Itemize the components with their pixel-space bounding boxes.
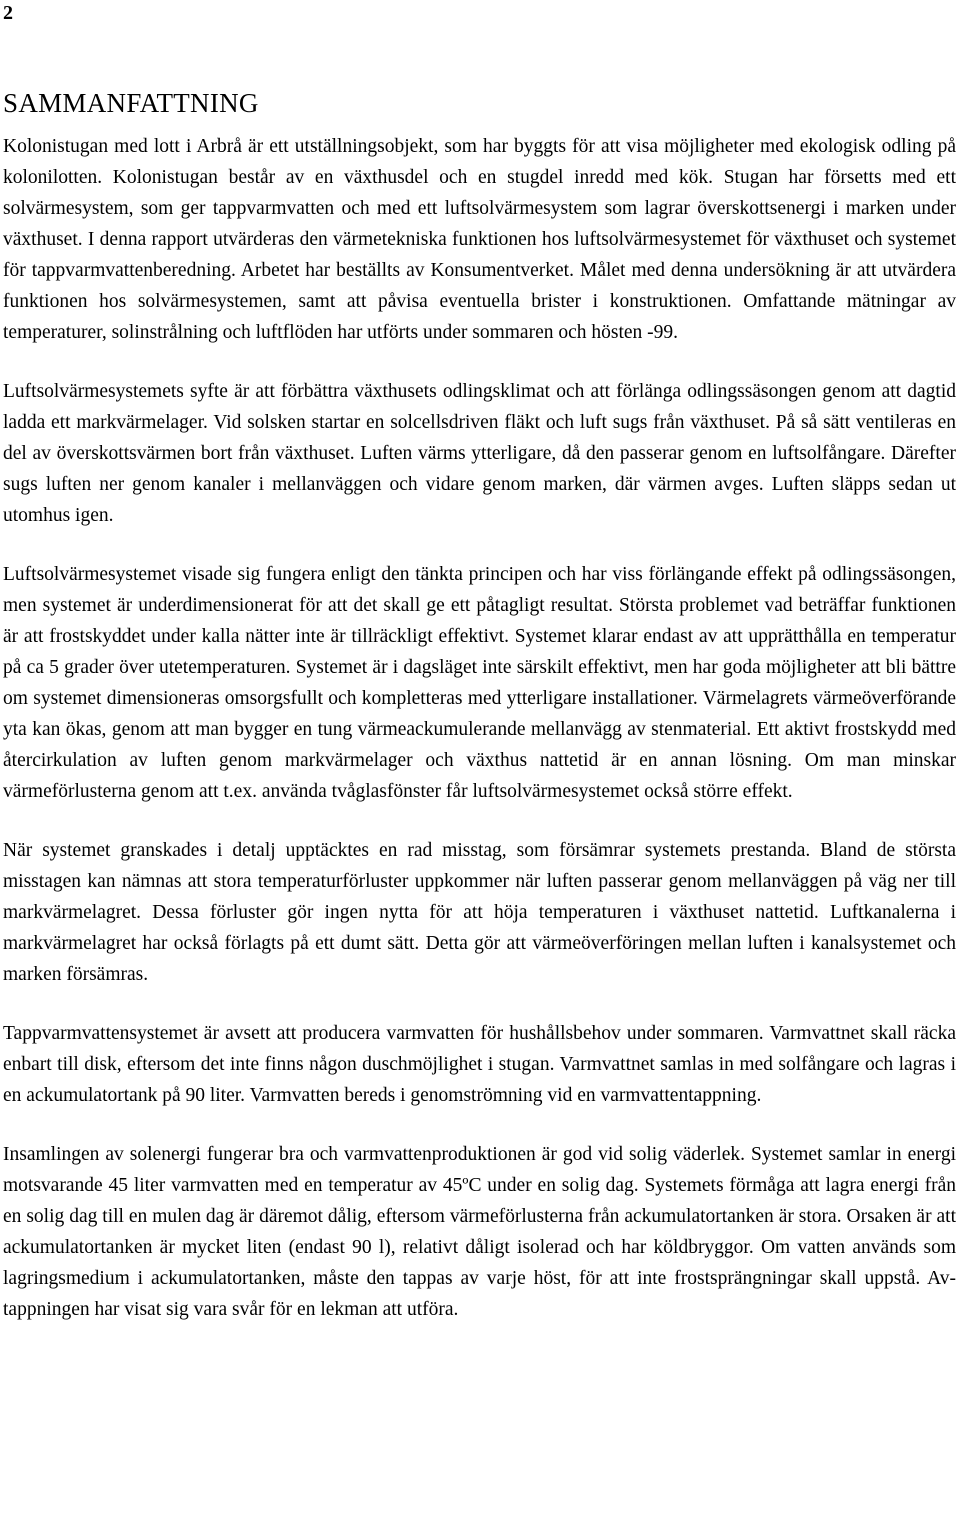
paragraph-hot-water-system: Tappvarmvattensystemet är avsett att producera varmvatten för hushållsbehov under sommaren. Varmvattnet skall räcka enbart till disk, eftersom det inte finns någon duschmöjlighet i stugan. Varmvattnet samlas in med solfångare och lagras i en ackumulatortank på 90 liter. Varmvatten bereds i genomströmning vid en varmvattentappning.: [3, 1023, 956, 1106]
paragraph-detailed-review: När systemet granskades i detalj upptäcktes en rad misstag, som försämrar systemets prestanda. Bland de största misstagen kan nämnas att stora temperaturförluster uppkommer när luften passerar genom mellanväggen på väg ner till markvärmelagret. Dessa förluster gör ingen nytta för att höja temperaturen i växthuset nattetid. Luftkanalerna i markvärmelagret har också förlagts på ett dumt sätt. Detta gör att värmeöverföringen mellan luften i kanalsystemet och marken försämras.: [3, 840, 956, 985]
paragraph-system-purpose: Luftsolvärmesystemets syfte är att förbättra växthusets odlingsklimat och att förlänga odlingssäsongen genom att dagtid ladda ett markvärmelager. Vid solsken startar en solcellsdriven fläkt och luft sugs från växthuset. På så sätt ventileras en del av överskottsvärmen bort från växthuset. Luften värms ytterligare, då den passerar genom en luftsolfångare. Därefter sugs luften ner genom kanaler i mellanväggen och vidare genom marken, där värmen avges. Luften släpps sedan ut utomhus igen.: [3, 381, 956, 526]
section-heading: SAMMANFATTNING: [3, 88, 259, 118]
summary-body: [3, 131, 956, 1353]
paragraph-system-evaluation: Luftsolvärmesystemet visade sig fungera enligt den tänkta principen och har viss förlängande effekt på odlingssäsongen, men systemet är underdimensionerat för att det skall ge ett påtagligt resultat. Största problemet vad beträffar funktionen är att frostskyddet under kalla nätter inte är tillräckligt effektivt. Systemet klarar endast av att upprätthålla en temperatur på ca 5 grader över utetemperaturen. Systemet är i dagsläget inte särskilt effektivt, men har goda möjligheter att bli bättre om systemet dimensioneras omsorgsfullt och kompletteras med ytterligare installationer. Värmelagrets värmeöverförande yta kan ökas, genom att man bygger en tung värmeackumulerande mellanvägg av stenmaterial. Ett aktivt frostskydd med återcirkulation av luften genom markvärmelager och växthus nattetid är en annan lösning. Om man minskar värmeförlusterna genom att t.ex. använda tvåglasfönster får luftsolvärmesystemet också större effekt.: [3, 564, 956, 802]
paragraph-solar-collection: Insamlingen av solenergi fungerar bra och varmvattenproduktionen är god vid solig väderlek. Systemet samlar in energi motsvarande 45 liter varmvatten med en temperatur av 45ºC under en solig dag. Systemets förmåga att lagra energi från en solig dag till en mulen dag är däremot dålig, eftersom värmeförlusterna från ackumulatortanken är stora. Orsaken är att ackumulatortanken är mycket liten (endast 90 l), relativt dåligt isolerad och har köldbryggor. Om vatten används som lagringsmedium i ackumulatortanken, måste den tappas av varje höst, för att inte frostsprängningar skall uppstå. Avtappningen har visat sig vara svår för en lekman att utföra.: [3, 1144, 956, 1320]
page-number: 2: [3, 2, 13, 24]
paragraph-intro: Kolonistugan med lott i Arbrå är ett utställningsobjekt, som har byggts för att visa möjligheter med ekologisk odling på kolonilotten. Kolonistugan består av en växthusdel och en stugdel inredd med kök. Stugan har försetts med ett solvärmesystem, som ger tappvarmvatten och med ett luftsolvärmesystem som lagrar överskottsenergi i marken under växthuset. I denna rapport utvärderas den värmetekniska funktionen hos luftsolvärmesystemet för växthuset och systemet för tappvarmvattenberedning. Arbetet har beställts av Konsumentverket. Målet med denna undersökning är att utvärdera funktionen hos solvärmesystemen, samt att påvisa eventuella brister i konstruktionen. Omfattande mätningar av temperaturer, solinstrålning och luftflöden har utförts under sommaren och hösten -99.: [3, 136, 956, 343]
